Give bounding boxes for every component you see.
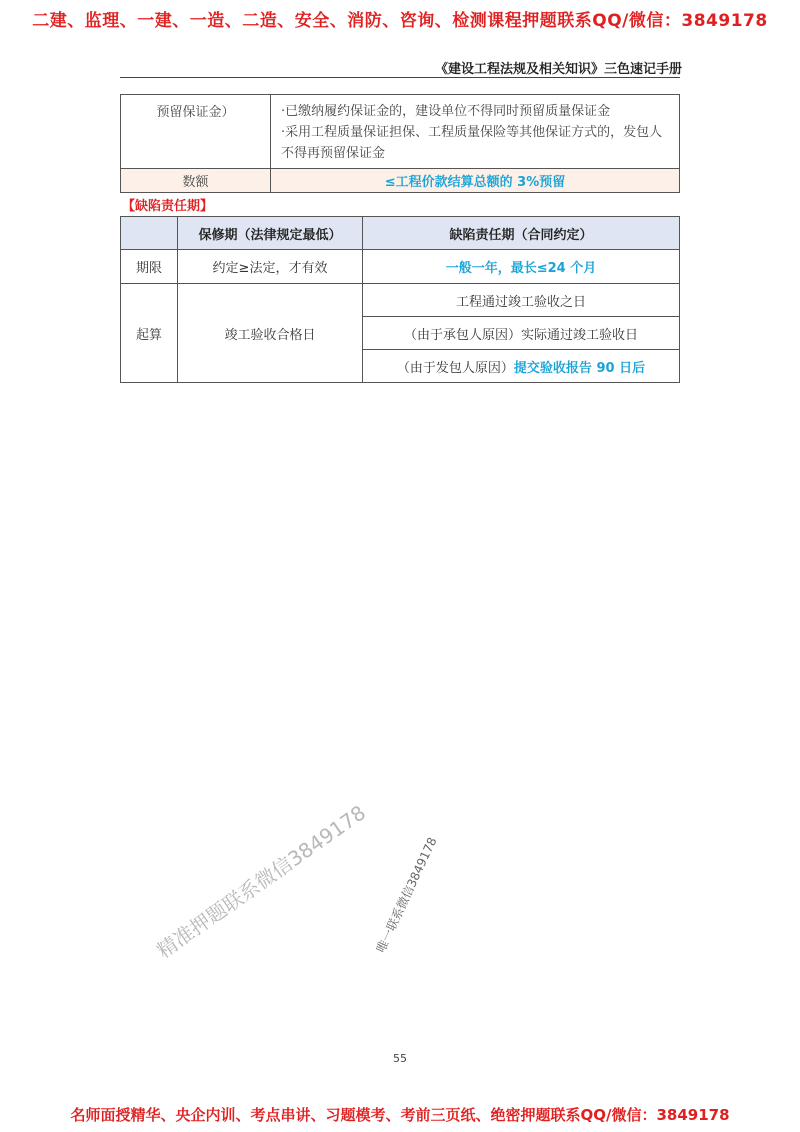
start-warranty: 竣工验收合格日 bbox=[178, 284, 363, 383]
retention-bullet: ·采用工程质量保证担保、工程质量保险等其他保证方式的，发包人不得再预留保证金 bbox=[281, 125, 663, 161]
column-header-warranty: 保修期（法律规定最低） bbox=[178, 217, 363, 250]
amount-value: ≤工程价款结算总额的 3%预留 bbox=[271, 169, 680, 193]
retention-label: 预留保证金） bbox=[121, 95, 271, 169]
term-warranty: 约定≥法定，才有效 bbox=[178, 250, 363, 284]
retention-table bbox=[120, 94, 680, 193]
page-number: 55 bbox=[393, 1052, 407, 1065]
retention-bullets bbox=[271, 95, 680, 169]
start-defect-text: （由于发包人原因） bbox=[396, 360, 514, 376]
defect-liability-table bbox=[120, 216, 680, 383]
start-defect-item bbox=[363, 284, 680, 317]
start-label: 起算 bbox=[121, 284, 178, 383]
watermark-secondary: 唯一联系微信3849178 bbox=[373, 835, 440, 955]
amount-label: 数额 bbox=[121, 169, 271, 193]
term-defect: 一般一年，最长≤24 个月 bbox=[363, 250, 680, 284]
start-defect-text: （由于承包人原因）实际通过竣工验收日 bbox=[403, 327, 638, 343]
start-defect-text: 工程通过竣工验收之日 bbox=[455, 294, 586, 310]
book-title: 《建设工程法规及相关知识》三色速记手册 bbox=[434, 62, 682, 77]
term-label: 期限 bbox=[121, 250, 178, 284]
header-divider bbox=[120, 77, 680, 78]
start-defect-item bbox=[363, 317, 680, 350]
watermark-main: 精准押题联系微信3849178 bbox=[152, 800, 371, 963]
retention-bullet: ·已缴纳履约保证金的，建设单位不得同时预留质量保证金 bbox=[281, 104, 611, 119]
column-header-blank bbox=[121, 217, 178, 250]
column-header-defect-period: 缺陷责任期（合同约定） bbox=[363, 217, 680, 250]
start-defect-highlight: 提交验收报告 90 日后 bbox=[513, 360, 646, 376]
section-heading: 【缺陷责任期】 bbox=[122, 199, 214, 214]
top-promo-banner: 二建、监理、一建、一造、二造、安全、消防、咨询、检测课程押题联系QQ/微信：3849178 bbox=[32, 11, 768, 31]
start-defect-item bbox=[363, 350, 680, 383]
bottom-promo-banner: 名师面授精华、央企内训、考点串讲、习题模考、考前三页纸、绝密押题联系QQ/微信：3849178 bbox=[70, 1106, 730, 1124]
